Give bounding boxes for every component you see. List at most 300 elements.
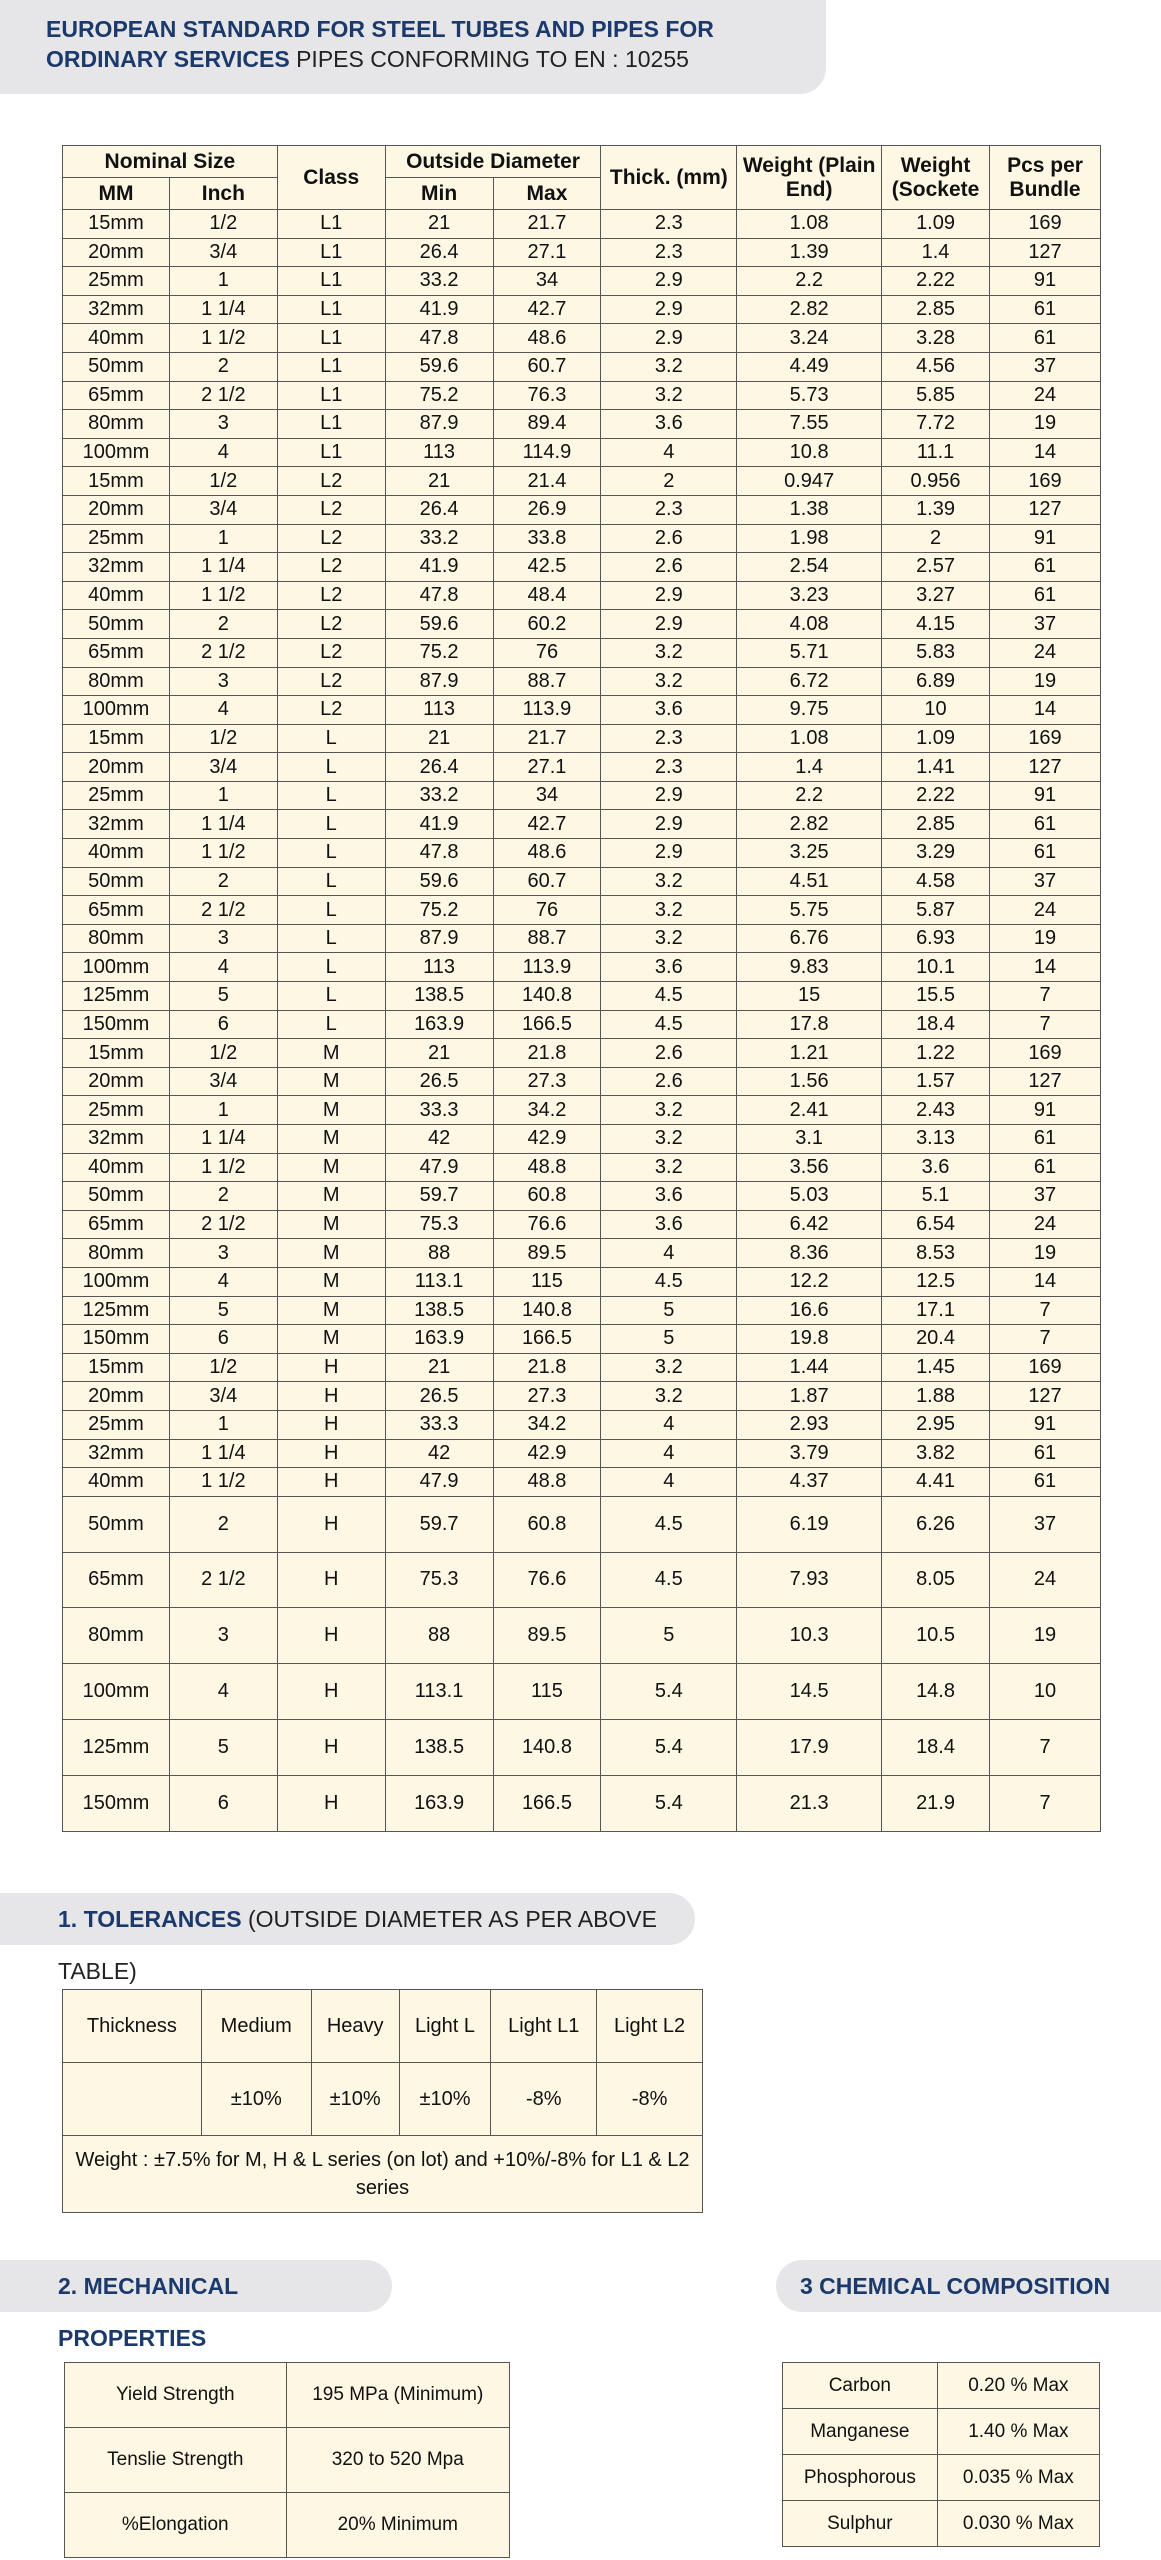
cell-size-inch: 1 xyxy=(169,781,277,810)
table-row xyxy=(63,381,1101,410)
cell-weight-socket: 1.88 xyxy=(882,1382,990,1411)
cell-od-max: 76 xyxy=(493,638,601,667)
cell-od-max: 21.8 xyxy=(493,1039,601,1068)
cell-class: M xyxy=(277,1296,385,1325)
cell-weight-plain: 15 xyxy=(737,982,882,1011)
cell-size-inch: 3 xyxy=(169,410,277,439)
header-nominal-size: Nominal Size xyxy=(63,146,278,178)
cell-weight-plain: 2.54 xyxy=(737,553,882,582)
cell-class: M xyxy=(277,1239,385,1268)
cell-od-max: 48.8 xyxy=(493,1468,601,1497)
cell-size-mm: 25mm xyxy=(63,781,170,810)
tol-header-thickness: Thickness xyxy=(63,1990,202,2063)
cell-thickness: 4.5 xyxy=(601,1496,737,1552)
tol-value-light-l: ±10% xyxy=(399,2063,491,2136)
cell-weight-plain: 4.51 xyxy=(737,867,882,896)
chemical-composition-table xyxy=(782,2362,1100,2547)
cell-weight-plain: 1.39 xyxy=(737,238,882,267)
cell-class: H xyxy=(277,1719,385,1775)
table-row xyxy=(63,1552,1101,1608)
cell-od-max: 21.8 xyxy=(493,1353,601,1382)
cell-class: H xyxy=(277,1775,385,1831)
cell-size-mm: 40mm xyxy=(63,1153,170,1182)
table-row xyxy=(63,1439,1101,1468)
cell-thickness: 2.9 xyxy=(601,267,737,296)
chem-row xyxy=(783,2501,1100,2547)
cell-size-inch: 2 xyxy=(169,867,277,896)
cell-size-mm: 50mm xyxy=(63,867,170,896)
cell-weight-plain: 2.82 xyxy=(737,295,882,324)
cell-od-max: 76.6 xyxy=(493,1552,601,1608)
cell-pcs-per-bundle: 24 xyxy=(990,1552,1101,1608)
cell-size-inch: 1 xyxy=(169,1096,277,1125)
cell-weight-socket: 3.13 xyxy=(882,1125,990,1154)
cell-od-max: 166.5 xyxy=(493,1325,601,1354)
cell-od-max: 27.1 xyxy=(493,753,601,782)
cell-thickness: 2.9 xyxy=(601,810,737,839)
cell-class: M xyxy=(277,1125,385,1154)
cell-od-max: 42.7 xyxy=(493,295,601,324)
cell-od-min: 26.5 xyxy=(385,1067,493,1096)
cell-class: H xyxy=(277,1664,385,1720)
cell-weight-plain: 3.24 xyxy=(737,324,882,353)
cell-thickness: 2.3 xyxy=(601,724,737,753)
cell-size-mm: 15mm xyxy=(63,1353,170,1382)
cell-weight-socket: 0.956 xyxy=(882,467,990,496)
header-banner xyxy=(0,0,826,94)
cell-od-min: 47.8 xyxy=(385,324,493,353)
cell-weight-plain: 1.98 xyxy=(737,524,882,553)
cell-weight-socket: 1.39 xyxy=(882,495,990,524)
cell-pcs-per-bundle: 169 xyxy=(990,467,1101,496)
header-thickness: Thick. (mm) xyxy=(601,146,737,210)
cell-size-inch: 3 xyxy=(169,924,277,953)
cell-class: L1 xyxy=(277,238,385,267)
cell-weight-socket: 1.45 xyxy=(882,1353,990,1382)
cell-thickness: 5.4 xyxy=(601,1775,737,1831)
cell-size-mm: 32mm xyxy=(63,1439,170,1468)
cell-thickness: 3.6 xyxy=(601,1182,737,1211)
header-weight-socket: Weight (Sockete xyxy=(882,146,990,210)
table-row xyxy=(63,1382,1101,1411)
cell-class: L1 xyxy=(277,295,385,324)
cell-od-max: 34.2 xyxy=(493,1096,601,1125)
table-row xyxy=(63,467,1101,496)
header-min: Min xyxy=(385,178,493,210)
cell-size-inch: 1 xyxy=(169,267,277,296)
cell-thickness: 5 xyxy=(601,1608,737,1664)
cell-od-min: 59.6 xyxy=(385,610,493,639)
cell-size-inch: 2 xyxy=(169,610,277,639)
cell-size-inch: 2 xyxy=(169,352,277,381)
tolerances-table xyxy=(62,1989,703,2213)
cell-od-max: 21.7 xyxy=(493,724,601,753)
cell-size-mm: 150mm xyxy=(63,1775,170,1831)
cell-od-max: 115 xyxy=(493,1664,601,1720)
cell-weight-plain: 6.72 xyxy=(737,667,882,696)
cell-weight-socket: 21.9 xyxy=(882,1775,990,1831)
cell-weight-plain: 4.49 xyxy=(737,352,882,381)
cell-thickness: 3.2 xyxy=(601,1382,737,1411)
cell-od-min: 47.8 xyxy=(385,839,493,868)
cell-size-mm: 32mm xyxy=(63,295,170,324)
cell-class: H xyxy=(277,1496,385,1552)
cell-size-mm: 100mm xyxy=(63,438,170,467)
cell-class: L1 xyxy=(277,324,385,353)
cell-size-mm: 20mm xyxy=(63,753,170,782)
mech-row xyxy=(65,2363,510,2428)
cell-weight-socket: 15.5 xyxy=(882,982,990,1011)
cell-weight-plain: 10.8 xyxy=(737,438,882,467)
cell-od-min: 33.2 xyxy=(385,524,493,553)
cell-pcs-per-bundle: 169 xyxy=(990,1353,1101,1382)
cell-pcs-per-bundle: 37 xyxy=(990,1182,1101,1211)
table-row xyxy=(63,1410,1101,1439)
table-row xyxy=(63,553,1101,582)
cell-weight-socket: 3.28 xyxy=(882,324,990,353)
cell-od-min: 75.3 xyxy=(385,1210,493,1239)
cell-od-max: 48.6 xyxy=(493,324,601,353)
chem-element: Sulphur xyxy=(783,2501,938,2547)
cell-weight-socket: 8.53 xyxy=(882,1239,990,1268)
cell-weight-socket: 10 xyxy=(882,696,990,725)
cell-weight-socket: 2.85 xyxy=(882,295,990,324)
cell-class: L2 xyxy=(277,667,385,696)
cell-pcs-per-bundle: 169 xyxy=(990,1039,1101,1068)
cell-size-inch: 4 xyxy=(169,696,277,725)
cell-weight-plain: 9.75 xyxy=(737,696,882,725)
cell-weight-socket: 12.5 xyxy=(882,1267,990,1296)
cell-weight-socket: 2.85 xyxy=(882,810,990,839)
cell-od-min: 42 xyxy=(385,1439,493,1468)
cell-od-max: 27.1 xyxy=(493,238,601,267)
table-row xyxy=(63,667,1101,696)
cell-size-inch: 6 xyxy=(169,1325,277,1354)
mech-property-label: Yield Strength xyxy=(65,2363,287,2428)
cell-od-min: 138.5 xyxy=(385,982,493,1011)
cell-weight-socket: 4.58 xyxy=(882,867,990,896)
cell-size-inch: 3 xyxy=(169,1608,277,1664)
cell-size-mm: 15mm xyxy=(63,467,170,496)
cell-size-mm: 65mm xyxy=(63,638,170,667)
cell-weight-plain: 3.23 xyxy=(737,581,882,610)
header-class: Class xyxy=(277,146,385,210)
cell-weight-socket: 2.22 xyxy=(882,267,990,296)
tol-header-light-l: Light L xyxy=(399,1990,491,2063)
cell-od-min: 21 xyxy=(385,724,493,753)
cell-size-inch: 1/2 xyxy=(169,724,277,753)
cell-pcs-per-bundle: 127 xyxy=(990,238,1101,267)
cell-weight-socket: 1.57 xyxy=(882,1067,990,1096)
cell-size-inch: 4 xyxy=(169,438,277,467)
cell-pcs-per-bundle: 7 xyxy=(990,1296,1101,1325)
cell-weight-socket: 1.09 xyxy=(882,724,990,753)
cell-od-max: 89.5 xyxy=(493,1608,601,1664)
cell-weight-socket: 6.93 xyxy=(882,924,990,953)
cell-pcs-per-bundle: 7 xyxy=(990,1719,1101,1775)
cell-weight-socket: 2.22 xyxy=(882,781,990,810)
cell-size-mm: 100mm xyxy=(63,953,170,982)
tol-weight-note: Weight : ±7.5% for M, H & L series (on lot) and +10%/-8% for L1 & L2 series xyxy=(63,2136,703,2213)
cell-od-min: 138.5 xyxy=(385,1719,493,1775)
cell-thickness: 2.9 xyxy=(601,324,737,353)
table-row xyxy=(63,352,1101,381)
cell-od-min: 113.1 xyxy=(385,1664,493,1720)
cell-od-max: 89.4 xyxy=(493,410,601,439)
cell-thickness: 3.2 xyxy=(601,1096,737,1125)
cell-pcs-per-bundle: 61 xyxy=(990,581,1101,610)
cell-od-max: 60.8 xyxy=(493,1182,601,1211)
cell-pcs-per-bundle: 61 xyxy=(990,1153,1101,1182)
cell-od-max: 89.5 xyxy=(493,1239,601,1268)
cell-od-min: 113 xyxy=(385,696,493,725)
cell-pcs-per-bundle: 19 xyxy=(990,667,1101,696)
cell-weight-plain: 2.2 xyxy=(737,267,882,296)
cell-pcs-per-bundle: 7 xyxy=(990,1775,1101,1831)
cell-thickness: 2.3 xyxy=(601,210,737,239)
cell-thickness: 3.6 xyxy=(601,410,737,439)
cell-weight-plain: 1.21 xyxy=(737,1039,882,1068)
cell-thickness: 2 xyxy=(601,467,737,496)
header-pcs-per-bundle: Pcs per Bundle xyxy=(990,146,1101,210)
cell-size-inch: 3/4 xyxy=(169,1382,277,1411)
cell-od-max: 60.7 xyxy=(493,867,601,896)
cell-od-max: 76 xyxy=(493,896,601,925)
cell-od-max: 21.7 xyxy=(493,210,601,239)
cell-pcs-per-bundle: 91 xyxy=(990,781,1101,810)
cell-pcs-per-bundle: 61 xyxy=(990,1468,1101,1497)
cell-size-inch: 3/4 xyxy=(169,495,277,524)
cell-class: L xyxy=(277,896,385,925)
cell-pcs-per-bundle: 169 xyxy=(990,724,1101,753)
cell-weight-socket: 10.5 xyxy=(882,1608,990,1664)
cell-weight-socket: 4.41 xyxy=(882,1468,990,1497)
cell-pcs-per-bundle: 127 xyxy=(990,1382,1101,1411)
cell-size-inch: 4 xyxy=(169,1267,277,1296)
tol-value-thickness xyxy=(63,2063,202,2136)
cell-class: M xyxy=(277,1325,385,1354)
cell-pcs-per-bundle: 14 xyxy=(990,953,1101,982)
cell-weight-socket: 14.8 xyxy=(882,1664,990,1720)
cell-class: M xyxy=(277,1267,385,1296)
cell-weight-plain: 1.87 xyxy=(737,1382,882,1411)
cell-weight-plain: 0.947 xyxy=(737,467,882,496)
cell-od-min: 113 xyxy=(385,953,493,982)
cell-od-min: 87.9 xyxy=(385,667,493,696)
cell-class: L xyxy=(277,753,385,782)
cell-thickness: 3.6 xyxy=(601,1210,737,1239)
cell-weight-plain: 9.83 xyxy=(737,953,882,982)
mechanical-title: 2. MECHANICAL PROPERTIES xyxy=(58,2273,238,2351)
cell-size-mm: 100mm xyxy=(63,696,170,725)
chem-row xyxy=(783,2363,1100,2409)
table-row xyxy=(63,638,1101,667)
cell-size-inch: 1 1/4 xyxy=(169,1439,277,1468)
cell-size-mm: 65mm xyxy=(63,1552,170,1608)
chemical-banner xyxy=(776,2260,1161,2312)
cell-thickness: 2.3 xyxy=(601,495,737,524)
cell-thickness: 2.6 xyxy=(601,524,737,553)
cell-class: L2 xyxy=(277,638,385,667)
cell-size-inch: 1/2 xyxy=(169,1353,277,1382)
cell-pcs-per-bundle: 14 xyxy=(990,696,1101,725)
cell-od-max: 34.2 xyxy=(493,1410,601,1439)
cell-size-mm: 80mm xyxy=(63,1239,170,1268)
cell-pcs-per-bundle: 61 xyxy=(990,1439,1101,1468)
cell-weight-socket: 5.85 xyxy=(882,381,990,410)
cell-weight-plain: 6.76 xyxy=(737,924,882,953)
cell-weight-socket: 1.4 xyxy=(882,238,990,267)
cell-pcs-per-bundle: 91 xyxy=(990,1096,1101,1125)
cell-od-max: 76.6 xyxy=(493,1210,601,1239)
cell-weight-socket: 2.95 xyxy=(882,1410,990,1439)
cell-weight-plain: 1.08 xyxy=(737,724,882,753)
cell-thickness: 4 xyxy=(601,1439,737,1468)
cell-od-min: 75.2 xyxy=(385,381,493,410)
cell-weight-plain: 8.36 xyxy=(737,1239,882,1268)
cell-od-min: 75.2 xyxy=(385,896,493,925)
cell-class: H xyxy=(277,1468,385,1497)
cell-weight-socket: 18.4 xyxy=(882,1719,990,1775)
cell-od-min: 21 xyxy=(385,1039,493,1068)
cell-weight-socket: 3.27 xyxy=(882,581,990,610)
cell-class: L2 xyxy=(277,553,385,582)
cell-pcs-per-bundle: 19 xyxy=(990,1239,1101,1268)
cell-size-inch: 6 xyxy=(169,1010,277,1039)
tol-header-light-l2: Light L2 xyxy=(597,1990,703,2063)
cell-pcs-per-bundle: 91 xyxy=(990,524,1101,553)
cell-pcs-per-bundle: 19 xyxy=(990,410,1101,439)
table-row xyxy=(63,953,1101,982)
cell-class: L2 xyxy=(277,581,385,610)
cell-thickness: 4 xyxy=(601,438,737,467)
cell-thickness: 2.9 xyxy=(601,610,737,639)
cell-od-max: 60.7 xyxy=(493,352,601,381)
cell-size-inch: 1 1/4 xyxy=(169,1125,277,1154)
cell-size-mm: 25mm xyxy=(63,524,170,553)
cell-pcs-per-bundle: 37 xyxy=(990,1496,1101,1552)
table-row xyxy=(63,924,1101,953)
cell-size-mm: 50mm xyxy=(63,1182,170,1211)
cell-class: H xyxy=(277,1552,385,1608)
cell-weight-socket: 6.89 xyxy=(882,667,990,696)
cell-od-max: 166.5 xyxy=(493,1775,601,1831)
table-row xyxy=(63,1353,1101,1382)
cell-size-inch: 1/2 xyxy=(169,467,277,496)
cell-class: L2 xyxy=(277,524,385,553)
cell-weight-socket: 2.43 xyxy=(882,1096,990,1125)
cell-size-mm: 65mm xyxy=(63,381,170,410)
cell-size-mm: 80mm xyxy=(63,667,170,696)
cell-weight-socket: 1.41 xyxy=(882,753,990,782)
cell-size-inch: 3 xyxy=(169,1239,277,1268)
cell-class: L xyxy=(277,1010,385,1039)
cell-class: L1 xyxy=(277,352,385,381)
cell-pcs-per-bundle: 7 xyxy=(990,1010,1101,1039)
cell-weight-plain: 3.1 xyxy=(737,1125,882,1154)
cell-weight-plain: 1.4 xyxy=(737,753,882,782)
mech-property-value: 195 MPa (Minimum) xyxy=(286,2363,509,2428)
cell-pcs-per-bundle: 7 xyxy=(990,982,1101,1011)
cell-class: L1 xyxy=(277,438,385,467)
cell-pcs-per-bundle: 37 xyxy=(990,610,1101,639)
cell-size-inch: 3/4 xyxy=(169,1067,277,1096)
table-row xyxy=(63,810,1101,839)
cell-od-max: 21.4 xyxy=(493,467,601,496)
cell-od-min: 26.4 xyxy=(385,238,493,267)
cell-od-min: 21 xyxy=(385,210,493,239)
cell-size-inch: 5 xyxy=(169,982,277,1011)
cell-size-inch: 6 xyxy=(169,1775,277,1831)
table-row xyxy=(63,1039,1101,1068)
cell-od-min: 88 xyxy=(385,1608,493,1664)
cell-weight-socket: 1.09 xyxy=(882,210,990,239)
cell-weight-plain: 6.42 xyxy=(737,1210,882,1239)
cell-pcs-per-bundle: 7 xyxy=(990,1325,1101,1354)
header-max: Max xyxy=(493,178,601,210)
cell-od-min: 138.5 xyxy=(385,1296,493,1325)
cell-od-min: 33.3 xyxy=(385,1410,493,1439)
cell-od-min: 113.1 xyxy=(385,1267,493,1296)
table-row xyxy=(63,1125,1101,1154)
cell-od-max: 60.2 xyxy=(493,610,601,639)
tol-header-light-l1: Light L1 xyxy=(491,1990,597,2063)
chem-value: 0.20 % Max xyxy=(937,2363,1099,2409)
cell-od-max: 42.7 xyxy=(493,810,601,839)
cell-size-inch: 1/2 xyxy=(169,1039,277,1068)
cell-weight-plain: 1.44 xyxy=(737,1353,882,1382)
cell-weight-plain: 2.82 xyxy=(737,810,882,839)
cell-size-mm: 25mm xyxy=(63,1410,170,1439)
table-row xyxy=(63,867,1101,896)
cell-thickness: 2.3 xyxy=(601,753,737,782)
tolerances-banner xyxy=(0,1893,695,1984)
cell-thickness: 2.6 xyxy=(601,1067,737,1096)
cell-size-mm: 40mm xyxy=(63,324,170,353)
cell-weight-socket: 5.1 xyxy=(882,1182,990,1211)
chem-value: 0.035 % Max xyxy=(937,2455,1099,2501)
cell-pcs-per-bundle: 61 xyxy=(990,1125,1101,1154)
cell-thickness: 3.2 xyxy=(601,667,737,696)
cell-pcs-per-bundle: 37 xyxy=(990,867,1101,896)
table-row xyxy=(63,839,1101,868)
cell-class: H xyxy=(277,1382,385,1411)
table-row xyxy=(63,1608,1101,1664)
cell-thickness: 4 xyxy=(601,1239,737,1268)
chem-row xyxy=(783,2455,1100,2501)
chem-element: Manganese xyxy=(783,2409,938,2455)
cell-weight-socket: 2 xyxy=(882,524,990,553)
table-row xyxy=(63,1153,1101,1182)
cell-pcs-per-bundle: 24 xyxy=(990,381,1101,410)
cell-pcs-per-bundle: 19 xyxy=(990,924,1101,953)
cell-thickness: 4.5 xyxy=(601,982,737,1011)
cell-pcs-per-bundle: 61 xyxy=(990,839,1101,868)
cell-weight-plain: 1.08 xyxy=(737,210,882,239)
cell-size-mm: 40mm xyxy=(63,581,170,610)
cell-pcs-per-bundle: 10 xyxy=(990,1664,1101,1720)
cell-od-min: 47.9 xyxy=(385,1153,493,1182)
chem-element: Carbon xyxy=(783,2363,938,2409)
pipe-dimensions-body xyxy=(63,210,1101,1832)
cell-weight-socket: 11.1 xyxy=(882,438,990,467)
cell-pcs-per-bundle: 127 xyxy=(990,753,1101,782)
cell-weight-socket: 4.56 xyxy=(882,352,990,381)
mech-property-value: 20% Minimum xyxy=(286,2493,509,2558)
cell-pcs-per-bundle: 14 xyxy=(990,438,1101,467)
cell-pcs-per-bundle: 127 xyxy=(990,1067,1101,1096)
table-row xyxy=(63,753,1101,782)
